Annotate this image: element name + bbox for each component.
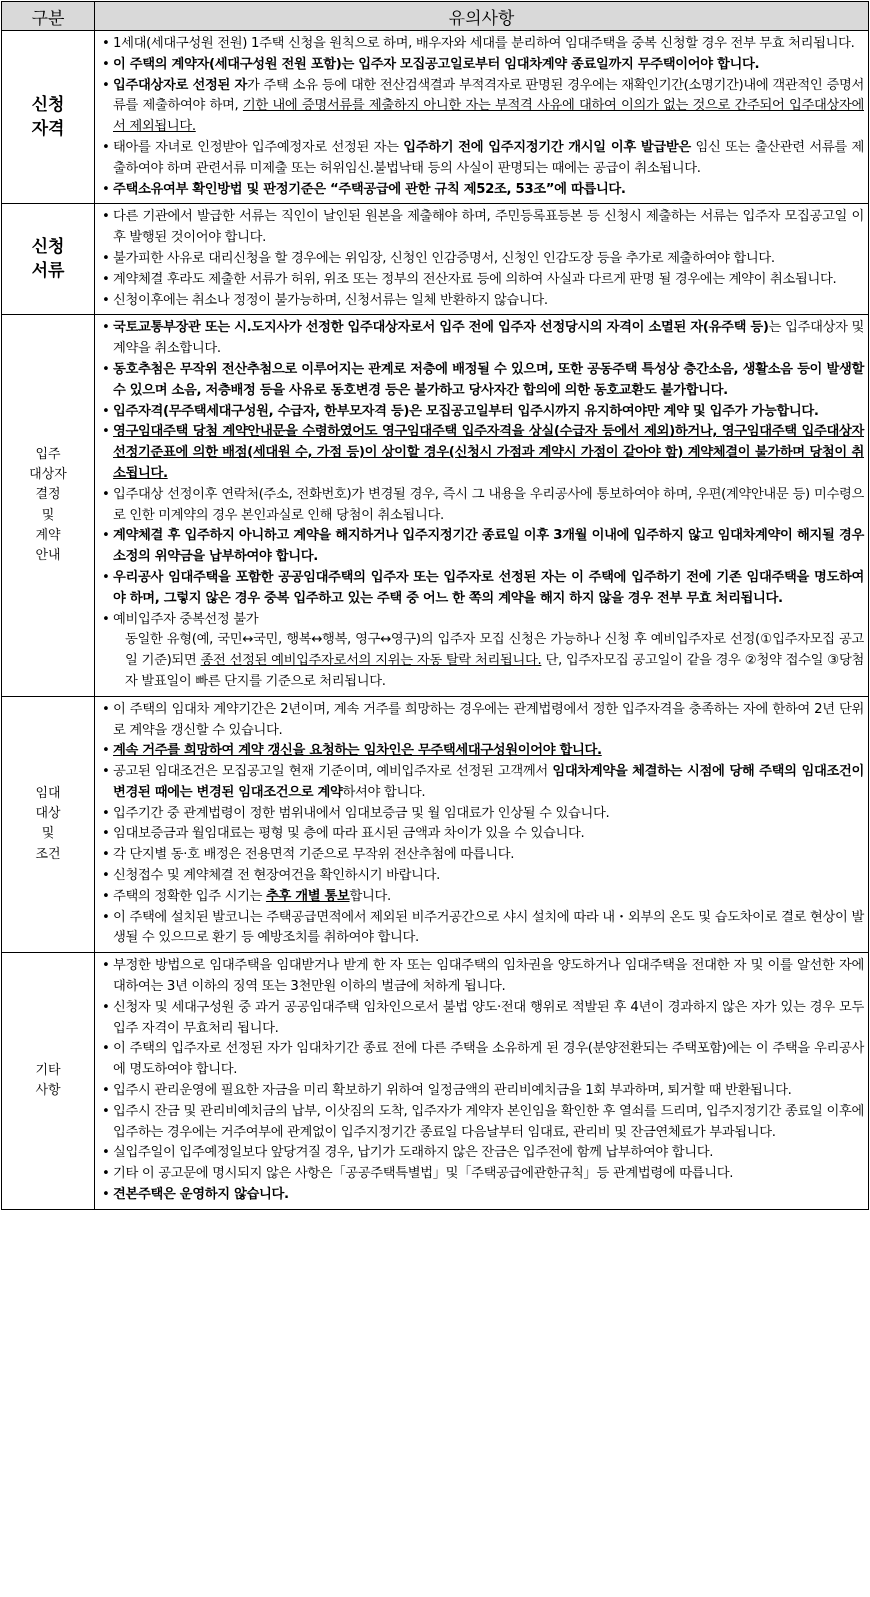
section-category: 임대 대상 및 조건 bbox=[2, 696, 95, 953]
header-notes: 유의사항 bbox=[95, 2, 869, 31]
note-item bbox=[99, 908, 864, 950]
notice-table bbox=[1, 1, 869, 1210]
note-text: 계약체결 후 입주하지 아니하고 계약을 해지하거나 입주지정기간 종료일 이후 3개월 이내에 입주하지 않고 임대차계약이 해지될 경우 소정의 위약금을 납부하여야 합니다. bbox=[113, 528, 864, 565]
note-text: 임대차계약을 체결하는 시점에 당해 주택의 임대조건이 변경된 때에는 변경된 임대조건으로 계약 bbox=[113, 764, 864, 800]
section-row bbox=[2, 204, 869, 315]
notes-list bbox=[99, 318, 864, 692]
section-category: 입주 대상자 결정 및 계약 안내 bbox=[2, 315, 95, 696]
note-text: 동일한 유형(예, 국민↔국민, 행복↔행복, 영구↔영구)의 입주자 모집 신청은 가능하나 신청 후 예비입주자로 선정(①입주자모집 공고일 기준)되면 bbox=[125, 632, 864, 669]
note-text: 입주자격(무주택세대구성원, 수급자, 한부모자격 등)은 모집공고일부터 입주시까지 유지하여야만 계약 및 입주가 가능합니다. bbox=[113, 403, 819, 419]
section-notes bbox=[95, 204, 869, 315]
section-category: 신청 서류 bbox=[2, 204, 95, 315]
note-text: 우리공사 임대주택을 포함한 공공임대주택의 입주자 또는 입주자로 선정된 자는 이 주택에 입주하기 전에 기존 임대주택을 명도하여야 하며, 그렇지 않은 경우 중복 입주하고 있는 주택 중 어느 한 쪽의 계약을 해지 하지 않을 경우 전부 무효 처리됩니다. bbox=[113, 569, 865, 606]
note-item bbox=[99, 845, 864, 866]
note-text: 견본주택은 운영하지 않습니다. bbox=[113, 1187, 289, 1203]
note-text: 신청접수 및 계약체결 전 현장여건을 확인하시기 바랍니다. bbox=[113, 868, 441, 884]
note-subtext bbox=[99, 630, 864, 692]
note-text: 하셔야 합니다. bbox=[342, 784, 426, 800]
note-item bbox=[99, 422, 864, 484]
header-row bbox=[2, 2, 869, 31]
note-item bbox=[99, 866, 864, 887]
note-text: 입주시 잔금 및 관리비예치금의 납부, 이삿짐의 도착, 입주자가 계약자 본인임을 확인한 후 열쇠를 드리며, 입주지정기간 종료일 이후에 입주하는 경우에는 거주여부에 관계없이 입주지정기간 종료일 다음날부터 임대료, 관리비 및 잔금연체료가 부과됩니다. bbox=[113, 1103, 864, 1140]
note-item bbox=[99, 568, 864, 610]
section-notes bbox=[95, 31, 869, 204]
section-category: 신청 자격 bbox=[2, 31, 95, 204]
note-item bbox=[99, 824, 864, 845]
note-text: 종전 선정된 예비입주자로서의 지위는 자동 탈락 처리됩니다. bbox=[200, 653, 542, 669]
note-item bbox=[99, 318, 864, 360]
note-text: 기타 이 공고문에 명시되지 않은 사항은「공공주택특별법」및「주택공급에관한규칙」등 관계법령에 따릅니다. bbox=[113, 1166, 734, 1182]
note-item bbox=[99, 526, 864, 568]
note-item bbox=[99, 804, 864, 825]
note-item bbox=[99, 138, 864, 180]
note-text: 예비입주자 중복선정 불가 bbox=[113, 611, 259, 627]
notes-list bbox=[99, 34, 864, 200]
note-text: 임대보증금과 월임대료는 평형 및 층에 따라 표시된 금액과 차이가 있을 수 있습니다. bbox=[113, 826, 585, 842]
note-text: 입주대상 선정이후 연락처(주소, 전화번호)가 변경될 경우, 즉시 그 내용을 우리공사에 통보하여야 하며, 우편(계약안내문 등) 미수령으로 인한 미계약의 경우 본인과실로 인해 당첨이 취소됩니다. bbox=[113, 486, 864, 523]
note-text: 신청자 및 세대구성원 중 과거 공공임대주택 임차인으로서 불법 양도·전대 행위로 적발된 후 4년이 경과하지 않은 자가 있는 경우 모두 입주 자격이 무효처리 됩니다. bbox=[113, 999, 864, 1036]
note-text: 추후 개별 통보 bbox=[265, 888, 350, 904]
section-row bbox=[2, 953, 869, 1210]
note-item bbox=[99, 1164, 864, 1185]
note-item bbox=[99, 610, 864, 631]
note-item bbox=[99, 402, 864, 423]
note-text: 기한 내에 증명서류를 제출하지 아니한 자는 부적격 사유에 대하여 이의가 없는 것으로 간주되어 입주대상자에서 제외됩니다. bbox=[113, 98, 864, 135]
note-text: 합니다. bbox=[349, 888, 391, 904]
note-text: 입주시 관리운영에 필요한 자금을 미리 확보하기 위하여 일정금액의 관리비예치금을 1회 부과하며, 퇴거할 때 반환됩니다. bbox=[113, 1083, 792, 1099]
note-text: 각 단지별 동·호 배정은 전용면적 기준으로 무작위 전산추첨에 따릅니다. bbox=[113, 847, 515, 863]
section-row bbox=[2, 315, 869, 696]
note-text: 태아를 자녀로 인정받아 입주예정자로 선정된 자는 bbox=[113, 139, 404, 155]
note-item bbox=[99, 485, 864, 527]
note-text: 동호추첨은 무작위 전산추첨으로 이루어지는 관계로 저층에 배정될 수 있으며, 또한 공동주택 특성상 층간소음, 생활소음 등이 발생할 수 있으며 소음, 저층배정 등을 사유로 동호변경 등은 불가하고 당사자간 합의에 의한 동호교환도 불가합니다. bbox=[113, 361, 864, 398]
section-notes bbox=[95, 953, 869, 1210]
note-text: 는 입주대상자 및 계약을 취소합니다. bbox=[113, 320, 865, 357]
note-text: 1세대(세대구성원 전원) 1주택 신청을 원칙으로 하며, 배우자와 세대를 분리하여 임대주택을 중복 신청할 경우 전부 무효 처리됩니다. bbox=[113, 36, 855, 51]
note-item bbox=[99, 1039, 864, 1081]
note-item bbox=[99, 55, 864, 76]
note-item bbox=[99, 1081, 864, 1102]
note-text: 이 주택의 계약자(세대구성원 전원 포함)는 입주자 모집공고일로부터 임대차계약 종료일까지 무주택이어야 합니다. bbox=[113, 56, 760, 72]
notes-list bbox=[99, 207, 864, 311]
section-category: 기타 사항 bbox=[2, 953, 95, 1210]
note-text: 계속 거주를 희망하여 계약 갱신을 요청하는 임차인은 무주택세대구성원이어야 합니다. bbox=[113, 743, 602, 759]
note-text: 실입주일이 입주예정일보다 앞당겨질 경우, 납기가 도래하지 않은 잔금은 입주전에 함께 납부하여야 합니다. bbox=[113, 1145, 714, 1161]
section-row bbox=[2, 31, 869, 204]
note-item bbox=[99, 741, 864, 762]
sections-body bbox=[2, 31, 869, 1210]
note-item bbox=[99, 762, 864, 804]
note-text: 신청이후에는 취소나 정정이 불가능하며, 신청서류는 일체 반환하지 않습니다. bbox=[113, 292, 548, 308]
note-item bbox=[99, 700, 864, 742]
note-text: 입주하기 전에 입주지정기간 개시일 이후 발급받은 bbox=[403, 139, 691, 155]
note-item bbox=[99, 249, 864, 270]
note-text: 주택소유여부 확인방법 및 판정기준은 “주택공급에 관한 규칙 제52조, 53조”에 따릅니다. bbox=[113, 181, 626, 197]
note-text: 임신 또는 출산관련 서류를 제출하여야 하며 관련서류 미제출 또는 허위임신.불법낙태 등의 사실이 판명되는 때에는 공급이 취소됩니다. bbox=[113, 139, 864, 176]
section-notes bbox=[95, 315, 869, 696]
note-item bbox=[99, 207, 864, 249]
note-item bbox=[99, 887, 864, 908]
note-text: 국토교통부장관 또는 시.도지사가 선정한 입주대상자로서 입주 전에 입주자 선정당시의 자격이 소멸된 자(유주택 등) bbox=[113, 320, 769, 336]
note-item bbox=[99, 180, 864, 201]
note-item bbox=[99, 34, 864, 55]
note-text: 불가피한 사유로 대리신청을 할 경우에는 위임장, 신청인 인감증명서, 신청인 인감도장 등을 추가로 제출하여야 합니다. bbox=[113, 250, 775, 266]
section-notes bbox=[95, 696, 869, 953]
note-text: 영구임대주택 당첨 계약안내문을 수령하였어도 영구임대주택 입주자격을 상실(수급자 등에서 제외)하거나, 영구임대주택 입주대상자 선정기준표에 의한 배점(세대원 수, 가점 등)이 상이할 경우(신청시 가점과 계약시 가점이 같아야 함) 계약체결이 불가하며 당첨이 취소됩니다. bbox=[113, 424, 864, 481]
note-text: 입주대상자로 선정된 자 bbox=[113, 77, 247, 93]
note-item bbox=[99, 1102, 864, 1144]
note-item bbox=[99, 360, 864, 402]
notes-list bbox=[99, 700, 864, 950]
note-text: 단, 입주자모집 공고일이 같을 경우 ②청약 접수일 ③당첨자 발표일이 빠른 단지를 기준으로 처리됩니다. bbox=[125, 653, 864, 689]
note-text: 입주기간 중 관계법령이 정한 범위내에서 임대보증금 및 월 임대료가 인상될 수 있습니다. bbox=[113, 805, 610, 821]
note-text: 이 주택에 설치된 발코니는 주택공급면적에서 제외된 비주거공간으로 샤시 설치에 따라 내・외부의 온도 및 습도차이로 결로 현상이 발생될 수 있으므로 환기 등 예방조치를 취하여야 합니다. bbox=[113, 909, 864, 946]
note-item bbox=[99, 998, 864, 1040]
note-text: 이 주택의 임대차 계약기간은 2년이며, 계속 거주를 희망하는 경우에는 관계법령에서 정한 입주자격을 충족하는 자에 한하여 2년 단위로 계약을 갱신할 수 있습니다. bbox=[113, 701, 864, 738]
note-text: 주택의 정확한 입주 시기는 bbox=[113, 888, 266, 904]
note-text: 가 주택 소유 등에 대한 전산검색결과 부적격자로 판명된 경우에는 재확인기간(소명기간)내에 객관적인 증명서류를 제출하여야 하며, bbox=[113, 77, 864, 114]
note-text: 부정한 방법으로 임대주택을 임대받거나 받게 한 자 또는 임대주택의 임차권을 양도하거나 임대주택을 전대한 자 및 이를 알선한 자에 대하여는 3년 이하의 징역 또는 3천만원 이하의 벌금에 처하게 됩니다. bbox=[113, 958, 864, 995]
note-text: 이 주택의 입주자로 선정된 자가 임대차기간 종료 전에 다른 주택을 소유하게 된 경우(분양전환되는 주택포함)에는 이 주택을 우리공사에 명도하여야 합니다. bbox=[113, 1041, 864, 1078]
note-item bbox=[99, 1143, 864, 1164]
note-item bbox=[99, 291, 864, 312]
note-text: 다른 기관에서 발급한 서류는 직인이 날인된 원본을 제출해야 하며, 주민등록표등본 등 신청시 제출하는 서류는 입주자 모집공고일 이후 발행된 것이어야 합니다. bbox=[113, 209, 864, 246]
notes-list bbox=[99, 956, 864, 1206]
note-text: 계약체결 후라도 제출한 서류가 허위, 위조 또는 정부의 전산자료 등에 의하여 사실과 다르게 판명 될 경우에는 계약이 취소됩니다. bbox=[113, 271, 837, 287]
note-item bbox=[99, 1185, 864, 1206]
note-item bbox=[99, 270, 864, 291]
header-category: 구분 bbox=[2, 2, 95, 31]
section-row bbox=[2, 696, 869, 953]
note-item bbox=[99, 956, 864, 998]
note-item bbox=[99, 76, 864, 138]
note-text: 공고된 임대조건은 모집공고일 현재 기준이며, 예비입주자로 선정된 고객께서 bbox=[113, 764, 553, 780]
